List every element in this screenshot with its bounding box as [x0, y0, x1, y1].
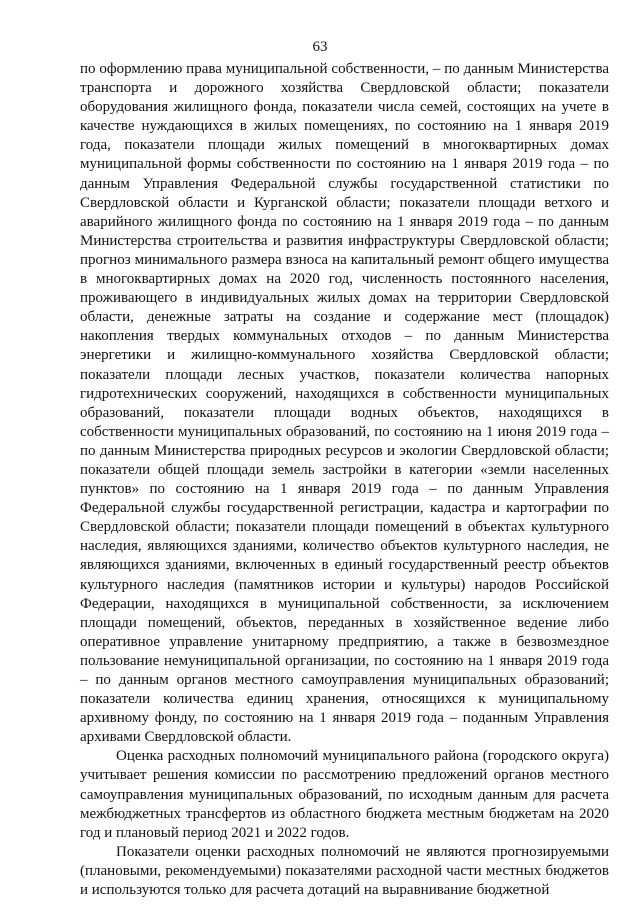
body-paragraph-3: Показатели оценки расходных полномочий не являются прогнозируемыми (плановыми, рекомендуемыми) показателями расходной части местных бюджетов и используются только для расчета дотаций на выравнивание бюджетной — [80, 843, 609, 899]
body-paragraph-2: Оценка расходных полномочий муниципального района (городского округа) учитывает решения комиссии по рассмотрению предложений органов местного самоуправления муниципальных образований, по исходным данным для расчета межбюджетных трансфертов из областного бюджета местным бюджетам на 2020 год и плановый период 2021 и 2022 годов. — [80, 748, 609, 841]
page-number: 63 — [312, 39, 328, 55]
document-body — [80, 60, 609, 900]
body-paragraph-1: по оформлению права муниципальной собственности, – по данным Министерства транспорта и дорожного хозяйства Свердловской области; показатели оборудования жилищного фонда, показатели числа семей, состоящих на учете в качестве нуждающихся в жилых помещениях, по состоянию на 1 января 2019 года, показатели площади жилых помещений в многоквартирных домах муниципальной формы собственности по состоянию на 1 января 2019 года – по данным Управления Федеральной службы государственной статистики по Свердловской области и Курганской области; показатели площади ветхого и аварийного жилищного фонда по состоянию на 1 января 2019 года – по данным Министерства строительства и развития инфраструктуры Свердловской области; прогноз минимального размера взноса на капитальный ремонт общего имущества в многоквартирных домах на 2020 год, численность постоянного населения, проживающего в индивидуальных жилых домах на территории Свердловской области, денежные затраты на создание и содержание мест (площадок) накопления твердых коммунальных отходов – по данным Министерства энергетики и жилищно-коммунального хозяйства Свердловской области; показатели площади лесных участков, показатели количества напорных гидротехнических сооружений, находящихся в собственности муниципальных образований, показатели площади водных объектов, находящихся в собственности муниципальных образований, по состоянию на 1 июня 2019 года – по данным Министерства природных ресурсов и экологии Свердловской области; показатели общей площади земель застройки в категории «земли населенных пунктов» по состоянию на 1 января 2019 года – по данным Управления Федеральной службы государственной регистрации, кадастра и картографии по Свердловской области; показатели площади помещений в объектах культурного наследия, являющихся зданиями, количество объектов культурного наследия, не являющихся зданиями, включенных в единый государственный реестр объектов культурного наследия (памятников истории и культуры) народов Российской Федерации, находящихся в муниципальной собственности, за исключением площади помещений, объектов, переданных в хозяйственное ведение либо оперативное управление унитарному предприятию, а также в безвозмездное пользование немуниципальной организации, по состоянию на 1 января 2019 года – по данным органов местного самоуправления муниципальных образований; показатели количества единиц хранения, относящихся к муниципальному архивному фонду, по состоянию на 1 января 2019 года – поданным Управления архивами Свердловской области. — [80, 61, 609, 746]
